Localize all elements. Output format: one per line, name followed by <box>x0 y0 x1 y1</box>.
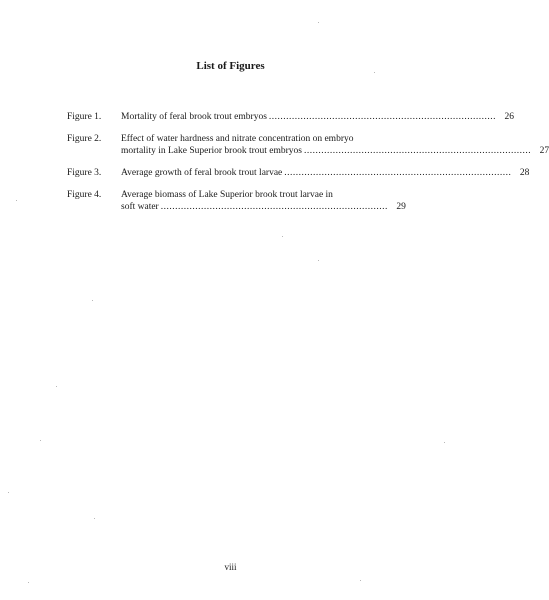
dot-leader: ............................................................................... <box>160 202 388 212</box>
figure-entry-4 <box>67 189 406 213</box>
page-number: viii <box>224 562 237 572</box>
dot-leader: ............................................................................... <box>304 146 532 156</box>
figure-page-number: 27 <box>539 146 549 156</box>
figure-label: Figure 2. <box>67 134 102 144</box>
figure-page-number: 28 <box>519 168 530 178</box>
figure-entry-3 <box>67 167 530 179</box>
figure-label: Figure 1. <box>67 112 102 122</box>
scan-speck <box>40 440 41 441</box>
page-title: List of Figures <box>196 60 265 72</box>
scan-speck <box>282 236 283 237</box>
figure-caption-text: Average biomass of Lake Superior brook trout larvae in <box>121 190 333 200</box>
scan-speck <box>28 582 29 583</box>
figure-page-number: 26 <box>504 112 515 122</box>
scan-speck <box>92 300 93 301</box>
figure-caption-text: mortality in Lake Superior brook trout embryos <box>121 146 302 156</box>
scan-speck <box>94 518 95 519</box>
figure-caption-text: Effect of water hardness and nitrate concentration on embryo <box>121 134 354 144</box>
figure-caption <box>121 133 549 157</box>
figure-caption-text: Average growth of feral brook trout larvae <box>121 168 283 178</box>
figure-caption-text: soft water <box>121 202 159 212</box>
figure-entry-1 <box>67 111 515 123</box>
figure-list <box>67 111 549 223</box>
scan-speck <box>444 442 445 443</box>
figure-caption <box>121 189 406 213</box>
figure-page-number: 29 <box>396 202 406 212</box>
dot-leader: ............................................................................... <box>268 112 497 122</box>
figure-label: Figure 4. <box>67 190 102 200</box>
scan-speck <box>16 200 17 201</box>
figure-label: Figure 3. <box>67 168 102 178</box>
dot-leader: ............................................................................... <box>284 168 512 178</box>
scan-speck <box>374 72 375 73</box>
figure-entry-2 <box>67 133 549 157</box>
scan-speck <box>8 492 9 493</box>
figure-caption <box>121 111 514 123</box>
scan-speck <box>318 260 319 261</box>
scan-speck <box>318 22 319 23</box>
scan-speck <box>56 386 57 387</box>
figure-caption <box>121 167 529 179</box>
scan-speck <box>360 580 361 581</box>
figure-caption-text: Mortality of feral brook trout embryos <box>121 112 267 122</box>
